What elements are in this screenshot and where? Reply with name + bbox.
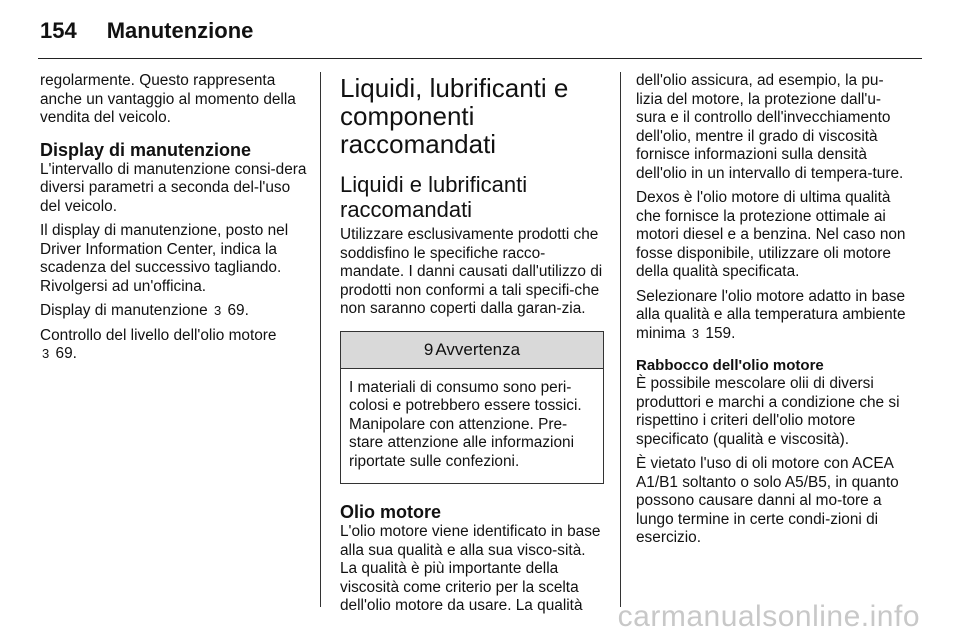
page-arrow-icon: 3 [691,325,700,341]
reference-text: Display di manutenzione [40,302,208,319]
section-heading-oil-topup: Rabbocco dell'olio motore [636,357,824,374]
sub-heading: Liquidi e lubrificanti raccomandati [340,172,528,222]
reference-text: Controllo del livello dell'olio motore [40,326,277,344]
section-title: Manutenzione [106,18,254,43]
warning-header [341,332,603,369]
cross-reference-paragraph [636,288,906,344]
paragraph-text: Selezionare l'olio motore adatto in base alla qualità e alla temperatura ambiente minima [636,287,906,342]
cross-reference [40,327,308,364]
watermark: carmanualsonline.info [617,600,920,633]
warning-title: Avvertenza [435,339,521,359]
page-number: 154 [40,18,77,43]
section-heading-maintenance-display: Display di manutenzione [40,139,252,160]
paragraph: L'olio motore viene identificato in base alla sua qualità e alla sua visco-sità. La qualità è più importante della viscosità come criterio per la scelta dell'olio motore da usare. La qualità [340,523,601,614]
reference-page[interactable]: 159. [705,324,736,342]
column-1 [40,72,308,370]
warning-body [341,369,603,484]
reference-page[interactable]: 69. [55,345,77,362]
column-3 [636,72,906,554]
page-header [40,18,253,48]
section-heading-engine-oil: Olio motore [340,502,442,522]
column-divider-1 [320,72,321,607]
column-2 [340,72,604,622]
paragraph: È vietato l'uso di oli motore con ACEA A1/B1 soltanto o solo A5/B5, in quanto possono causare danni al mo-tore a lungo termine in certe condi-zioni di esercizio. [636,455,899,546]
warning-box [340,331,604,485]
paragraph: Il display di manutenzione, posto nel Driver Information Center, indica la scadenza del successivo tagliando. Rivolgersi ad un'officina. [40,222,289,295]
paragraph: dell'olio assicura, ad esempio, la pu-lizia del motore, la protezione dall'u-sura e il controllo dell'invecchiamento dell'olio, mentre il grado di viscosità fornisce informazioni sulla densità dell'olio in un intervallo di tempera-ture. [636,72,904,182]
main-heading: Liquidi, lubrificanti e componenti raccomandati [340,73,569,159]
cross-reference [40,302,308,321]
reference-page[interactable]: 69. [227,302,249,319]
page-arrow-icon: 3 [42,346,50,361]
warning-icon: 9 [423,339,434,359]
page-arrow-icon: 3 [213,303,222,318]
header-divider [38,58,922,59]
paragraph: Dexos è l'olio motore di ultima qualità che fornisce la protezione ottimale ai motori diesel e a benzina. Nel caso non fosse disponibile, utilizzare oli motore della qualità specificata. [636,189,906,280]
warning-text: I materiali di consumo sono peri-colosi e potrebbero essere tossici. Manipolare con attenzione. Pre-stare attenzione alle informazioni riportate sulle confezioni. [349,378,582,470]
paragraph: regolarmente. Questo rappresenta anche un vantaggio al momento della vendita del veicolo. [40,72,296,126]
column-divider-2 [620,72,621,607]
paragraph: È possibile mescolare olii di diversi produttori e marchi a condizione che si rispettino i criteri dell'olio motore specificato (qualità e viscosità). [636,375,900,448]
paragraph: Utilizzare esclusivamente prodotti che soddisfino le specifiche racco-mandate. I danni causati dall'utilizzo di prodotti non conformi a tali specifi-che non saranno coperti dalla garan-zia. [340,226,603,317]
paragraph: L'intervallo di manutenzione consi-dera diversi parametri a seconda del-l'uso del veicolo. [40,160,307,215]
